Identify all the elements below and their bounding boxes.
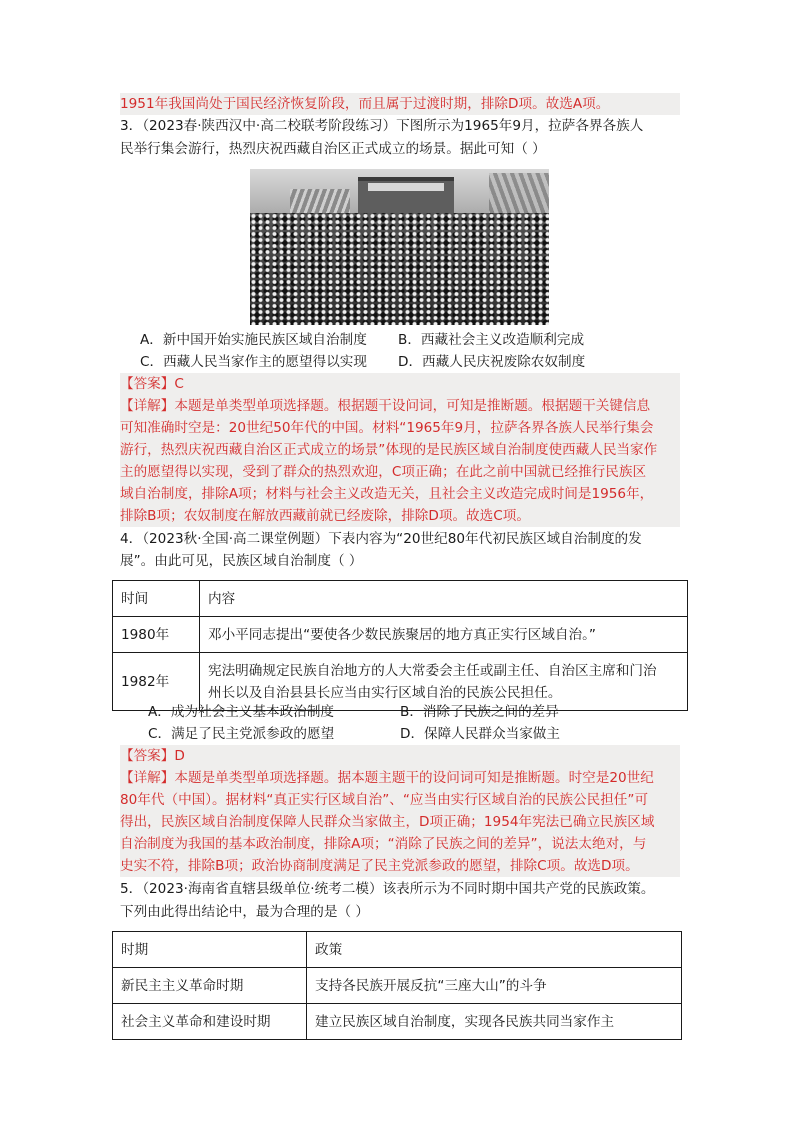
q3-option-c: C．西藏人民当家作主的愿望得以实现 — [140, 354, 367, 370]
q5-table-cell: 支持各民族开展反抗“三座大山”的斗争 — [307, 968, 682, 1004]
q4-explanation-line-3: 得出，民族区域自治制度保障人民群众当家做主，D项正确；1954年宪法已确立民族区域 — [120, 814, 655, 830]
q4-option-a: A．成为社会主义基本政治制度 — [148, 704, 335, 720]
q4-table — [112, 580, 688, 711]
q5-table-cell: 建立民族区域自治制度，实现各民族共同当家作主 — [307, 1004, 682, 1040]
q3-stem-line-1: 3．（2023春·陕西汉中·高二校联考阶段练习）下图所示为1965年9月，拉萨各界各族人 — [120, 118, 644, 134]
q3-stem-line-2: 民举行集会游行，热烈庆祝西藏自治区正式成立的场景。据此可知（ ） — [120, 141, 546, 157]
q4-answer-block — [120, 745, 680, 877]
q4-option-c: C．满足了民主党派参政的愿望 — [148, 726, 335, 742]
q4-table-header-content: 内容 — [200, 581, 688, 617]
prev-explanation-tail: 1951年我国尚处于国民经济恢复阶段，而且属于过渡时期，排除D项。故选A项。 — [120, 93, 680, 115]
q3-option-a: A．新中国开始实施民族区域自治制度 — [140, 332, 367, 348]
q5-table-header-policy: 政策 — [307, 932, 682, 968]
q4-table-cell: 1980年 — [113, 617, 200, 653]
q4-table-cell: 1982年 — [113, 653, 200, 711]
q3-answer-block — [120, 373, 680, 527]
q4-table-cell-line: 州长以及自治县县长应当由实行区域自治的民族公民担任。 — [208, 684, 562, 701]
q4-explanation-line-5: 史实不符，排除B项；政治协商制度满足了民主党派参政的愿望，排除C项。故选D项。 — [120, 858, 639, 874]
q4-stem-line-2: 展”。由此可见，民族区域自治制度（ ） — [120, 553, 363, 569]
q3-explanation-line-6: 排除B项；农奴制度在解放西藏前就已经废除，排除D项。故选C项。 — [120, 508, 530, 524]
q4-explanation-line-1: 【详解】本题是单类型单项选择题。据本题主题干的设问词可知是推断题。时空是20世纪 — [120, 770, 654, 786]
q5-stem-line-2: 下列由此得出结论中，最为合理的是（ ） — [120, 904, 370, 920]
q5-table-header-period: 时期 — [113, 932, 307, 968]
q4-explanation-line-2: 80年代（中国）。据材料“真正实行区域自治”、“应当由实行区域自治的民族公民担任”可 — [120, 792, 649, 808]
q5-stem-line-1: 5．（2023·海南省直辖县级单位·统考二模）该表所示为不同时期中国共产党的民族政策。 — [120, 881, 655, 897]
q3-explanation-line-1: 【详解】本题是单类型单项选择题。根据题干设问词，可知是推断题。根据题干关键信息 — [120, 398, 651, 414]
q4-option-d: D．保障人民群众当家做主 — [400, 726, 560, 742]
q3-explanation-line-5: 域自治制度，排除A项；材料与社会主义改造无关，且社会主义改造完成时间是1956年， — [120, 486, 654, 502]
q3-option-d: D．西藏人民庆祝废除农奴制度 — [398, 354, 586, 370]
q3-answer: 【答案】C — [120, 376, 184, 392]
q3-explanation-line-2: 可知准确时空是：20世纪50年代的中国。材料“1965年9月，拉萨各界各族人民举行集会 — [120, 420, 654, 436]
q4-table-header-time: 时间 — [113, 581, 200, 617]
q4-answer: 【答案】D — [120, 748, 185, 764]
q5-table — [112, 931, 682, 1040]
q3-explanation-line-4: 主的愿望得以实现，受到了群众的热烈欢迎，C项正确；在此之前中国就已经推行民族区 — [120, 464, 647, 480]
q5-table-cell: 新民主主义革命时期 — [113, 968, 307, 1004]
q4-explanation-line-4: 自治制度为我国的基本政治制度，排除A项；“消除了民族之间的差异”，说法太绝对，与 — [120, 836, 647, 852]
q3-explanation-line-3: 游行，热烈庆祝西藏自治区正式成立的场景”体现的是民族区域自治制度使西藏人民当家作 — [120, 442, 658, 458]
q3-option-b: B．西藏社会主义改造顺利完成 — [398, 332, 585, 348]
q4-table-cell-line: 宪法明确规定民族自治地方的人大常委会主任或副主任、自治区主席和门治 — [208, 662, 657, 679]
lhasa-rally-photo — [250, 169, 549, 325]
q5-table-cell: 社会主义革命和建设时期 — [113, 1004, 307, 1040]
q4-stem-line-1: 4．（2023秋·全国·高二课堂例题）下表内容为“20世纪80年代初民族区域自治制度的发 — [120, 531, 642, 547]
q4-option-b: B．消除了民族之间的差异 — [400, 704, 559, 720]
q4-table-cell: 邓小平同志提出“要使各少数民族聚居的地方真正实行区域自治。” — [200, 617, 688, 653]
